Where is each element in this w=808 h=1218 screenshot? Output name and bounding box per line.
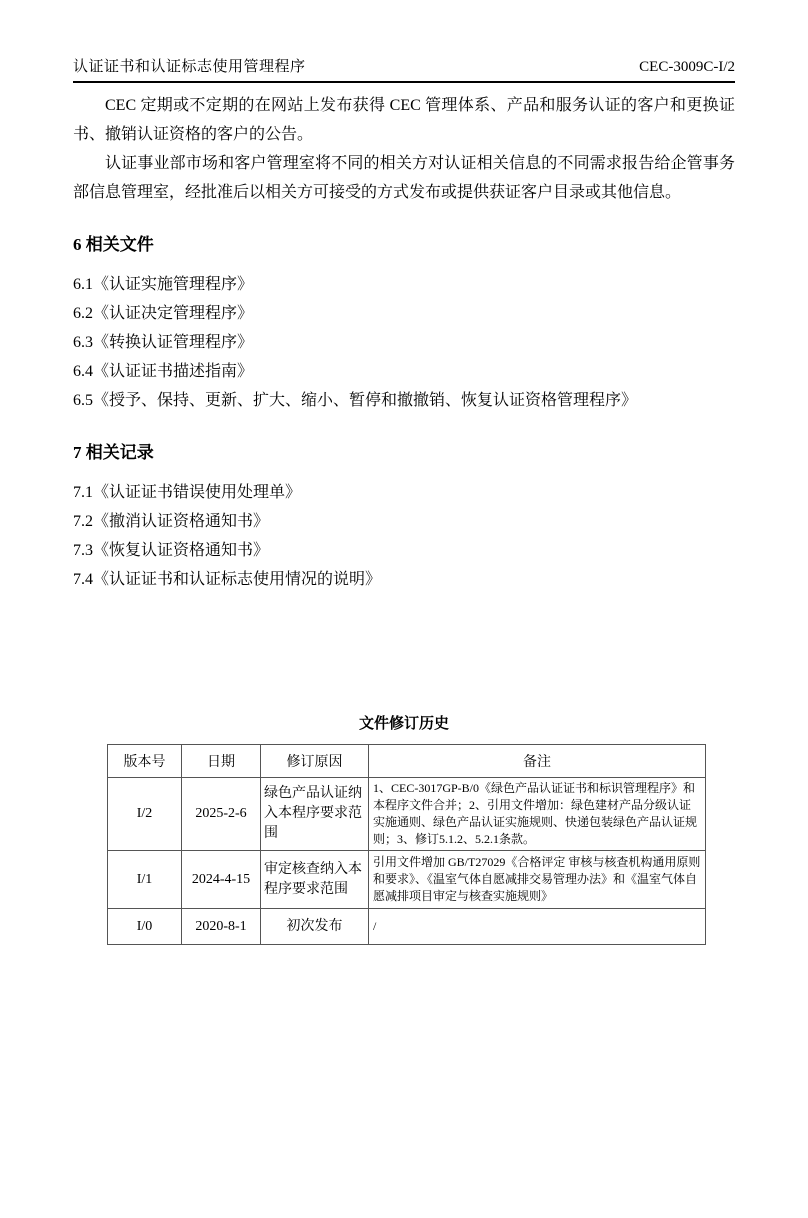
date-cell: 2024-4-15 xyxy=(182,851,261,909)
note-cell: 引用文件增加 GB/T27029《合格评定 审核与核查机构通用原则和要求》、《温室气体自愿减排交易管理办法》和《温室气体自愿减排项目审定与核查实施规则》 xyxy=(369,851,706,909)
version-cell: I/1 xyxy=(108,851,182,909)
note-cell: / xyxy=(369,909,706,945)
table-row xyxy=(108,851,706,909)
section-related-documents xyxy=(73,230,735,415)
page-header xyxy=(73,55,735,83)
table-row xyxy=(108,909,706,945)
related-document-item: 6.3《转换认证管理程序》 xyxy=(73,334,254,351)
column-header-version: 版本号 xyxy=(108,745,182,778)
related-record-item: 7.4《认证证书和认证标志使用情况的说明》 xyxy=(73,571,382,588)
column-header-date: 日期 xyxy=(182,745,261,778)
reason-cell: 绿色产品认证纳入本程序要求范围 xyxy=(261,778,369,851)
body-text xyxy=(73,91,735,207)
date-cell: 2020-8-1 xyxy=(182,909,261,945)
document-code: CEC-3009C-I/2 xyxy=(639,59,735,75)
column-header-note: 备注 xyxy=(369,745,706,778)
table-header-row xyxy=(108,745,706,778)
section-heading: 7 相关记录 xyxy=(73,443,154,462)
section-related-records xyxy=(73,438,735,594)
document-title: 认证证书和认证标志使用管理程序 xyxy=(73,59,306,75)
related-record-item: 7.3《恢复认证资格通知书》 xyxy=(73,542,270,559)
revision-history-section xyxy=(73,712,735,945)
version-cell: I/0 xyxy=(108,909,182,945)
revision-history-table xyxy=(107,744,706,945)
related-document-item: 6.4《认证证书描述指南》 xyxy=(73,363,254,380)
column-header-reason: 修订原因 xyxy=(261,745,369,778)
paragraph: CEC 定期或不定期的在网站上发布获得 CEC 管理体系、产品和服务认证的客户和更换证书、撤销认证资格的客户的公告。 xyxy=(73,97,735,143)
paragraph: 认证事业部市场和客户管理室将不同的相关方对认证相关信息的不同需求报告给企管事务部信息管理室，经批准后以相关方可接受的方式发布或提供获证客户目录或其他信息。 xyxy=(73,155,735,201)
section-heading: 6 相关文件 xyxy=(73,235,154,254)
version-cell: I/2 xyxy=(108,778,182,851)
related-record-item: 7.1《认证证书错误使用处理单》 xyxy=(73,484,302,501)
related-document-item: 6.5《授予、保持、更新、扩大、缩小、暂停和撤撤销、恢复认证资格管理程序》 xyxy=(73,392,638,409)
note-cell: 1、CEC-3017GP-B/0《绿色产品认证证书和标识管理程序》和本程序文件合并；2、引用文件增加：绿色建材产品分级认证实施通则、绿色产品认证实施规则、快递包装绿色产品认证规则；3、修订5.1.2、5.2.1条款。 xyxy=(369,778,706,851)
table-row xyxy=(108,778,706,851)
related-document-item: 6.2《认证决定管理程序》 xyxy=(73,305,254,322)
related-document-item: 6.1《认证实施管理程序》 xyxy=(73,276,254,293)
revision-table-title: 文件修订历史 xyxy=(358,716,449,732)
related-record-item: 7.2《撤消认证资格通知书》 xyxy=(73,513,270,530)
reason-cell: 初次发布 xyxy=(261,909,369,945)
date-cell: 2025-2-6 xyxy=(182,778,261,851)
reason-cell: 审定核查纳入本程序要求范围 xyxy=(261,851,369,909)
